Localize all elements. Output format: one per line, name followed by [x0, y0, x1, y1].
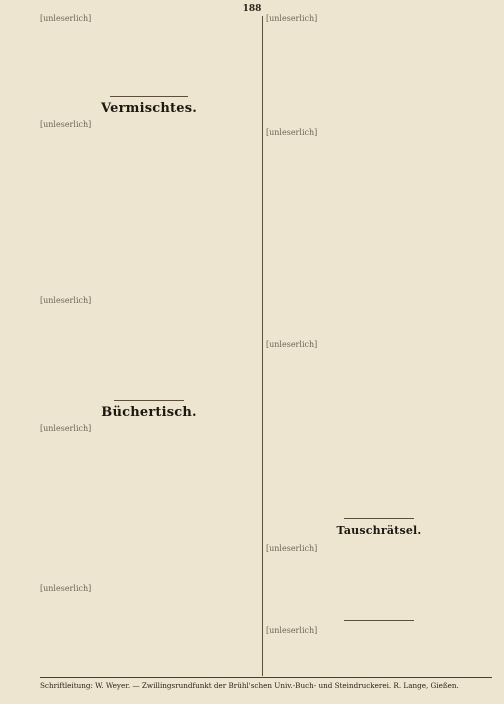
intro-story-paragraph: [unleserlich] — [40, 14, 92, 23]
book-review-4: [unleserlich] — [266, 128, 318, 137]
puzzle-text: [unleserlich] — [266, 544, 318, 553]
page-number: 188 — [242, 4, 262, 14]
imprint-footer: Schriftleitung: W. Weyer. — Zwillingsrundfunkt der Brühl'schen Univ.-Buch- und Steindruckerei. R. Lange, Gießen. — [40, 681, 459, 690]
column-divider — [262, 16, 263, 676]
book-review-1: [unleserlich] — [40, 424, 92, 433]
miscellany-article-1: [unleserlich] — [40, 120, 92, 129]
miscellany-end-rule — [114, 400, 184, 401]
puzzle-end-rule — [344, 620, 414, 621]
section-heading-books: Büchertisch. — [101, 405, 197, 420]
book-review-5: [unleserlich] — [266, 340, 318, 349]
solution-note: [unleserlich] — [266, 626, 318, 635]
books-end-rule — [344, 518, 414, 519]
book-review-3: [unleserlich] — [266, 14, 318, 23]
left-column — [40, 14, 258, 675]
footer-rule — [40, 677, 492, 678]
story-end-rule — [110, 96, 188, 97]
miscellany-article-2: [unleserlich] — [40, 296, 92, 305]
section-heading-puzzle: Tauschrätsel. — [336, 524, 422, 537]
book-review-2: [unleserlich] — [40, 584, 92, 593]
section-heading-miscellany: Vermischtes. — [101, 101, 197, 116]
right-column — [266, 14, 492, 675]
